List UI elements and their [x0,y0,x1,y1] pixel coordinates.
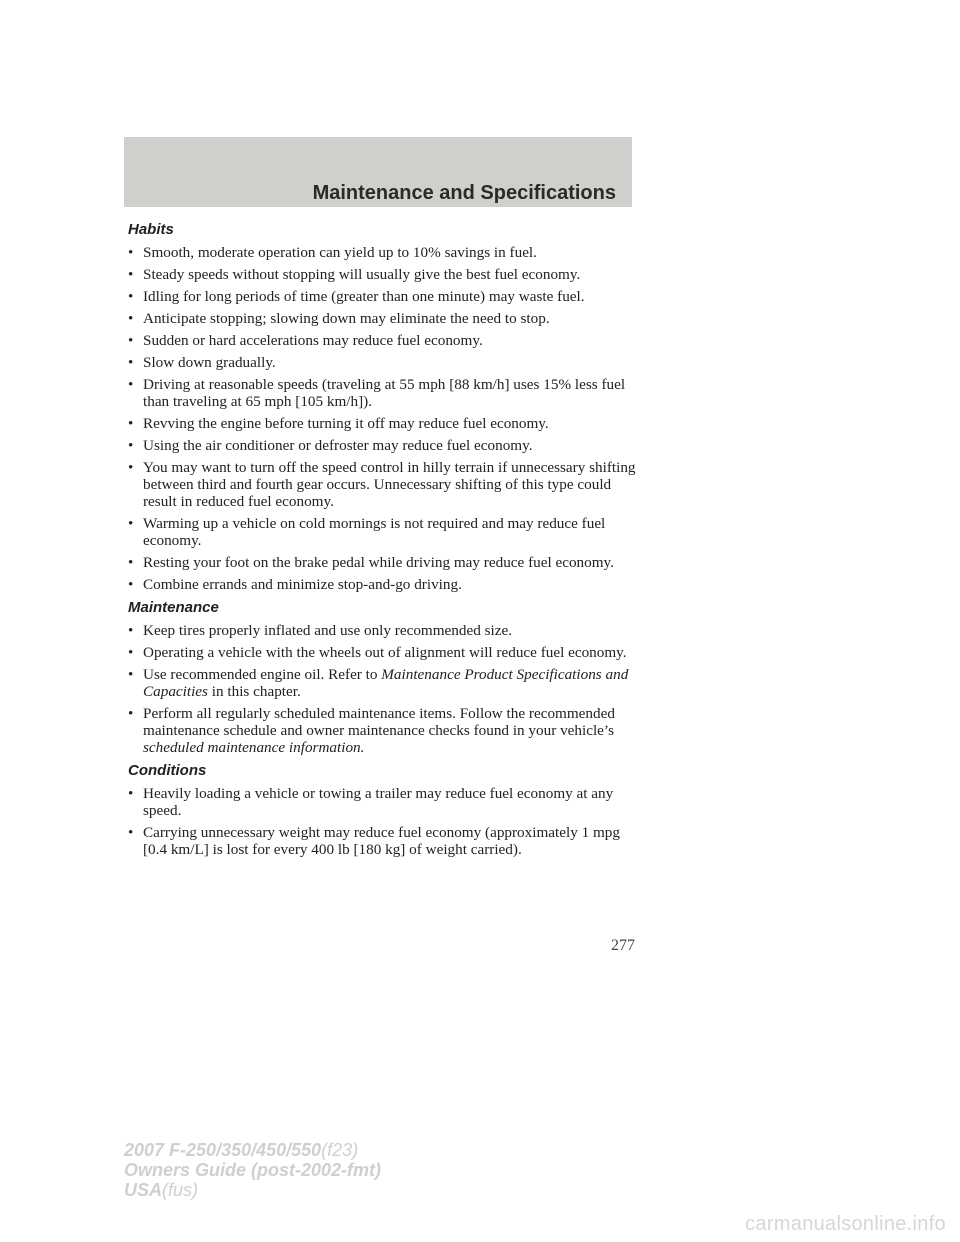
document-footer [124,1140,381,1200]
bullet-icon: • [128,459,134,476]
section-heading: Maintenance [128,599,219,616]
bullet-text: Idling for long periods of time (greater than one minute) may waste fuel. [143,288,585,305]
bullet-item [128,459,638,510]
bullet-text: Keep tires properly inflated and use only recommended size. [143,622,513,639]
bullet-icon: • [128,705,134,722]
bullet-text: You may want to turn off the speed control in hilly terrain if unnecessary shifting between third and fourth gear occurs. Unnecessary shifting of this type could result in reduced fuel economy. [143,459,636,510]
bullet-item [128,705,638,756]
bullet-item [128,515,638,549]
bullet-icon: • [128,437,134,454]
bullet-item [128,332,638,349]
bullet-list [128,244,638,593]
bullet-item [128,666,638,700]
bullet-item [128,354,638,371]
section-heading: Habits [128,221,174,238]
bullet-item [128,576,638,593]
bullet-icon: • [128,622,134,639]
chapter-header-band [124,137,632,207]
bullet-icon: • [128,644,134,661]
section-heading: Conditions [128,762,207,779]
bullet-item [128,288,638,305]
section-conditions [128,761,638,858]
bullet-item [128,785,638,819]
chapter-title: Maintenance and Specifications [312,182,616,204]
bullet-text: Resting your foot on the brake pedal while driving may reduce fuel economy. [143,554,614,571]
bullet-text: Revving the engine before turning it off may reduce fuel economy. [143,415,549,432]
cross-reference: Maintenance Product Specifications and Capacities [143,666,629,700]
bullet-icon: • [128,354,134,371]
cross-reference: scheduled maintenance information. [143,739,365,756]
bullet-text: Driving at reasonable speeds (traveling at 55 mph [88 km/h] uses 15% less fuel than traveling at 65 mph [105 km/h]). [143,376,626,410]
bullet-icon: • [128,576,134,593]
footer-market: USA [124,1180,163,1200]
bullet-list [128,785,638,858]
bullet-text: Warming up a vehicle on cold mornings is not required and may reduce fuel economy. [143,515,606,549]
bullet-icon: • [128,415,134,432]
bullet-text: Heavily loading a vehicle or towing a trailer may reduce fuel economy at any speed. [143,785,614,819]
bullet-icon: • [128,310,134,327]
bullet-icon: • [128,244,134,261]
bullet-icon: • [128,332,134,349]
footer-model-line [124,1140,381,1160]
page-content [128,220,638,863]
bullet-text: Smooth, moderate operation can yield up to 10% savings in fuel. [143,244,537,261]
bullet-item [128,437,638,454]
bullet-text: Slow down gradually. [143,354,276,371]
footer-model-code: (f23) [321,1140,359,1160]
bullet-item [128,644,638,661]
bullet-icon: • [128,824,134,841]
bullet-item [128,554,638,571]
bullet-icon: • [128,288,134,305]
bullet-text: Carrying unnecessary weight may reduce fuel economy (approximately 1 mpg [0.4 km/L] is lost for every 400 lb [180 kg] of weight carried). [143,824,620,858]
bullet-item [128,415,638,432]
bullet-text: Anticipate stopping; slowing down may eliminate the need to stop. [143,310,550,327]
bullet-item [128,266,638,283]
bullet-icon: • [128,666,134,683]
bullet-item [128,376,638,410]
section-habits [128,220,638,593]
footer-market-code: (fus) [162,1180,199,1200]
bullet-icon: • [128,554,134,571]
section-maintenance [128,598,638,756]
bullet-item [128,244,638,261]
bullet-icon: • [128,266,134,283]
bullet-item [128,310,638,327]
page-number: 277 [611,937,635,954]
bullet-text: Operating a vehicle with the wheels out of alignment will reduce fuel economy. [143,644,627,661]
footer-model: 2007 F-250/350/450/550 [124,1140,322,1160]
bullet-text: Perform all regularly scheduled maintenance items. Follow the recommended maintenance schedule and owner maintenance checks found in your vehicle’s [143,705,615,739]
bullet-item [128,622,638,639]
bullet-text: Use recommended engine oil. Refer to [143,666,382,683]
footer-market-line [124,1180,381,1200]
bullet-text: Using the air conditioner or defroster may reduce fuel economy. [143,437,533,454]
footer-guide-line: Owners Guide (post-2002-fmt) [124,1160,382,1180]
bullet-text-tail: in this chapter. [207,683,301,700]
bullet-list [128,622,638,756]
bullet-text: Sudden or hard accelerations may reduce fuel economy. [143,332,483,349]
bullet-icon: • [128,515,134,532]
bullet-text: Combine errands and minimize stop-and-go driving. [143,576,462,593]
bullet-icon: • [128,376,134,393]
site-watermark: carmanualsonline.info [745,1213,946,1235]
bullet-text: Steady speeds without stopping will usually give the best fuel economy. [143,266,581,283]
bullet-item [128,824,638,858]
bullet-icon: • [128,785,134,802]
